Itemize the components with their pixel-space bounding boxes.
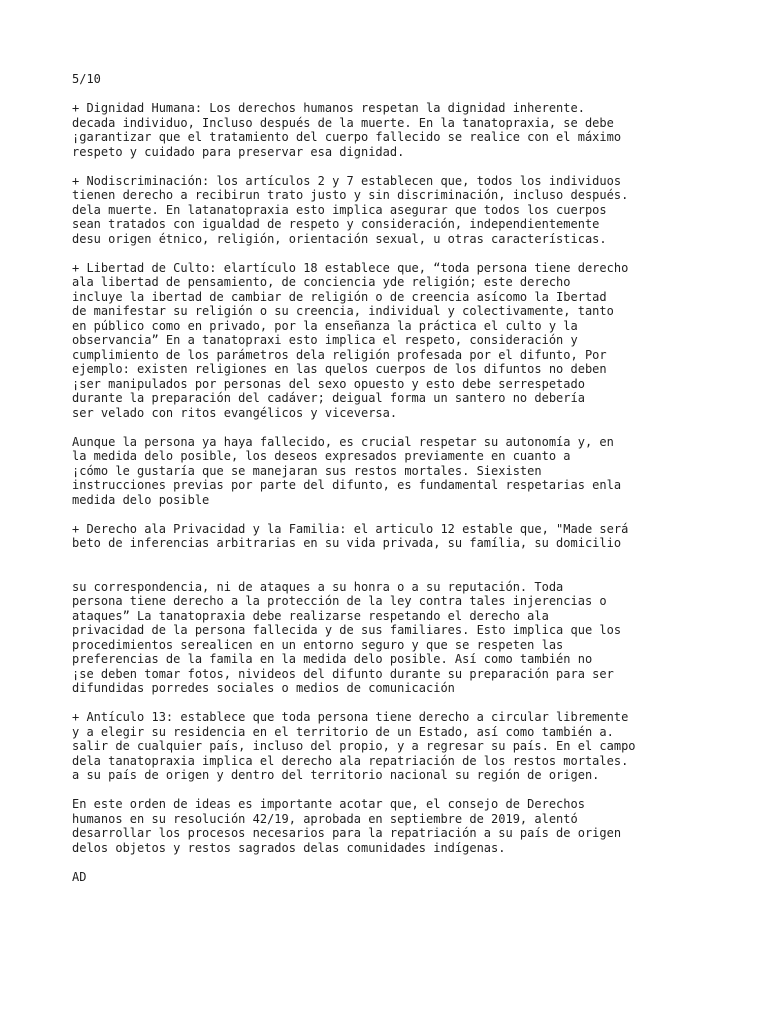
text-line: salir de cualquier país, incluso del propio, y a regresar su país. En el campo xyxy=(72,739,636,753)
text-line: AD xyxy=(72,869,87,884)
text-line: + Derecho ala Privacidad y la Familia: el articulo 12 estable que, "Made será xyxy=(72,521,629,536)
page-number-text: 5/10 xyxy=(72,72,101,86)
text-line: ¡se deben tomar fotos, nivideos del difunto durante su preparación para ser xyxy=(72,666,614,681)
text-line: ataques” La tanatopraxia debe realizarse respetando el derecho ala xyxy=(72,608,549,623)
text-line: preferencias de la famila en la medida delo posible. Así como también no xyxy=(72,652,593,666)
text-line: ¡garantizar que el tratamiento del cuerpo fallecido se realice con el máximo xyxy=(72,130,622,144)
text-line: de manifestar su religión o su creencia, individual y colectivamente, tanto xyxy=(72,304,614,318)
text-line: instrucciones previas por parte del difunto, es fundamental respetarias enla xyxy=(72,478,622,492)
text-line: delos objetos y restos sagrados delas comunidades indígenas. xyxy=(72,840,506,855)
paragraph-nodiscriminacion xyxy=(72,174,692,247)
text-line: En este orden de ideas es importante acotar que, el consejo de Derechos xyxy=(72,797,585,811)
text-line: desu origen étnico, religión, orientación sexual, u otras características. xyxy=(72,231,607,246)
text-line: sean tratados con igualdad de respeto y consideración, independientemente xyxy=(72,217,600,231)
text-line: en público como en privado, por la enseñanza la práctica el culto y la xyxy=(72,318,578,333)
paragraph-autonomia xyxy=(72,435,692,508)
text-line: cumplimiento de los parámetros dela religión profesada por el difunto, Por xyxy=(72,347,607,362)
paragraph-consejo-derechos-humanos xyxy=(72,797,692,855)
text-line: durante la preparación del cadáver; deigual forma un santero no debería xyxy=(72,391,585,405)
text-line: la medida delo posible, los deseos expresados previamente en cuanto a xyxy=(72,449,571,463)
text-line: decada individuo, Incluso después de la muerte. En la tanatopraxia, se debe xyxy=(72,115,614,130)
text-line: + Nodiscriminación: los artículos 2 y 7 establecen que, todos los individuos xyxy=(72,173,622,188)
text-line: + Dignidad Humana: Los derechos humanos respetan la dignidad inherente. xyxy=(72,101,585,115)
text-line: dela muerte. En latanatopraxia esto implica asegurar que todos los cuerpos xyxy=(72,202,607,217)
text-line: desarrollar los procesos necesarios para la repatriación a su país de origen xyxy=(72,826,622,840)
paragraph-correspondencia xyxy=(72,580,692,696)
text-line: observancia” En a tanatopraxi esto implica el respeto, consideración y xyxy=(72,333,578,347)
text-line: + Antículo 13: establece que toda persona tiene derecho a circular libremente xyxy=(72,710,629,724)
text-line: difundidas porredes sociales o medios de comunicación xyxy=(72,681,455,695)
text-line: a su país de origen y dentro del territorio nacional su región de origen. xyxy=(72,768,600,782)
text-line: tienen derecho a recibirun trato justo y sin discriminación, incluso después. xyxy=(72,188,629,202)
text-line: Aunque la persona ya haya fallecido, es crucial respetar su autonomía y, en xyxy=(72,434,614,449)
text-line: ¡ser manipulados por personas del sexo opuesto y esto debe serrespetado xyxy=(72,376,585,391)
paragraph-privacidad xyxy=(72,522,692,551)
paragraph-dignidad-humana xyxy=(72,101,692,159)
text-line: medida delo posible xyxy=(72,492,210,507)
text-line: + Libertad de Culto: elartículo 18 establece que, “toda persona tiene derecho xyxy=(72,260,629,275)
text-line: ejemplo: existen religiones en las quelos cuerpos de los difuntos no deben xyxy=(72,362,607,376)
text-line: respeto y cuidado para preservar esa dignidad. xyxy=(72,144,405,159)
text-line: ser velado con ritos evangélicos y viceversa. xyxy=(72,405,398,420)
text-line: privacidad de la persona fallecida y de sus familiares. Esto implica que los xyxy=(72,623,622,637)
text-line: y a elegir su residencia en el territorio de un Estado, así como también a. xyxy=(72,724,614,739)
paragraph-articulo-13 xyxy=(72,710,692,783)
text-line: dela tanatopraxia implica el derecho ala repatriación de los restos mortales. xyxy=(72,753,629,768)
text-line: ala libertad de pensamiento, de conciencia yde religión; este derecho xyxy=(72,275,571,289)
paragraph-libertad-de-culto xyxy=(72,261,692,421)
text-line: humanos en su resolución 42/19, aprobada en septiembre de 2019, alentó xyxy=(72,811,578,826)
text-line: beto de inferencias arbitrarias en su vida privada, su família, su domicilio xyxy=(72,536,622,550)
text-line: ¡cómo le gustaría que se manejaran sus restos mortales. Siexisten xyxy=(72,463,542,478)
text-line: incluye la ibertad de cambiar de religión o de creencia asícomo la Ibertad xyxy=(72,289,607,304)
paragraph-closing xyxy=(72,870,692,885)
page-number xyxy=(72,72,692,87)
text-line: persona tiene derecho a la protección de la ley contra tales injerencias o xyxy=(72,594,607,608)
document-page xyxy=(72,72,692,899)
text-line: su correspondencia, ni de ataques a su honra o a su reputación. Toda xyxy=(72,579,564,594)
text-line: procedimientos serealicen en un entorno seguro y que se respeten las xyxy=(72,637,564,652)
